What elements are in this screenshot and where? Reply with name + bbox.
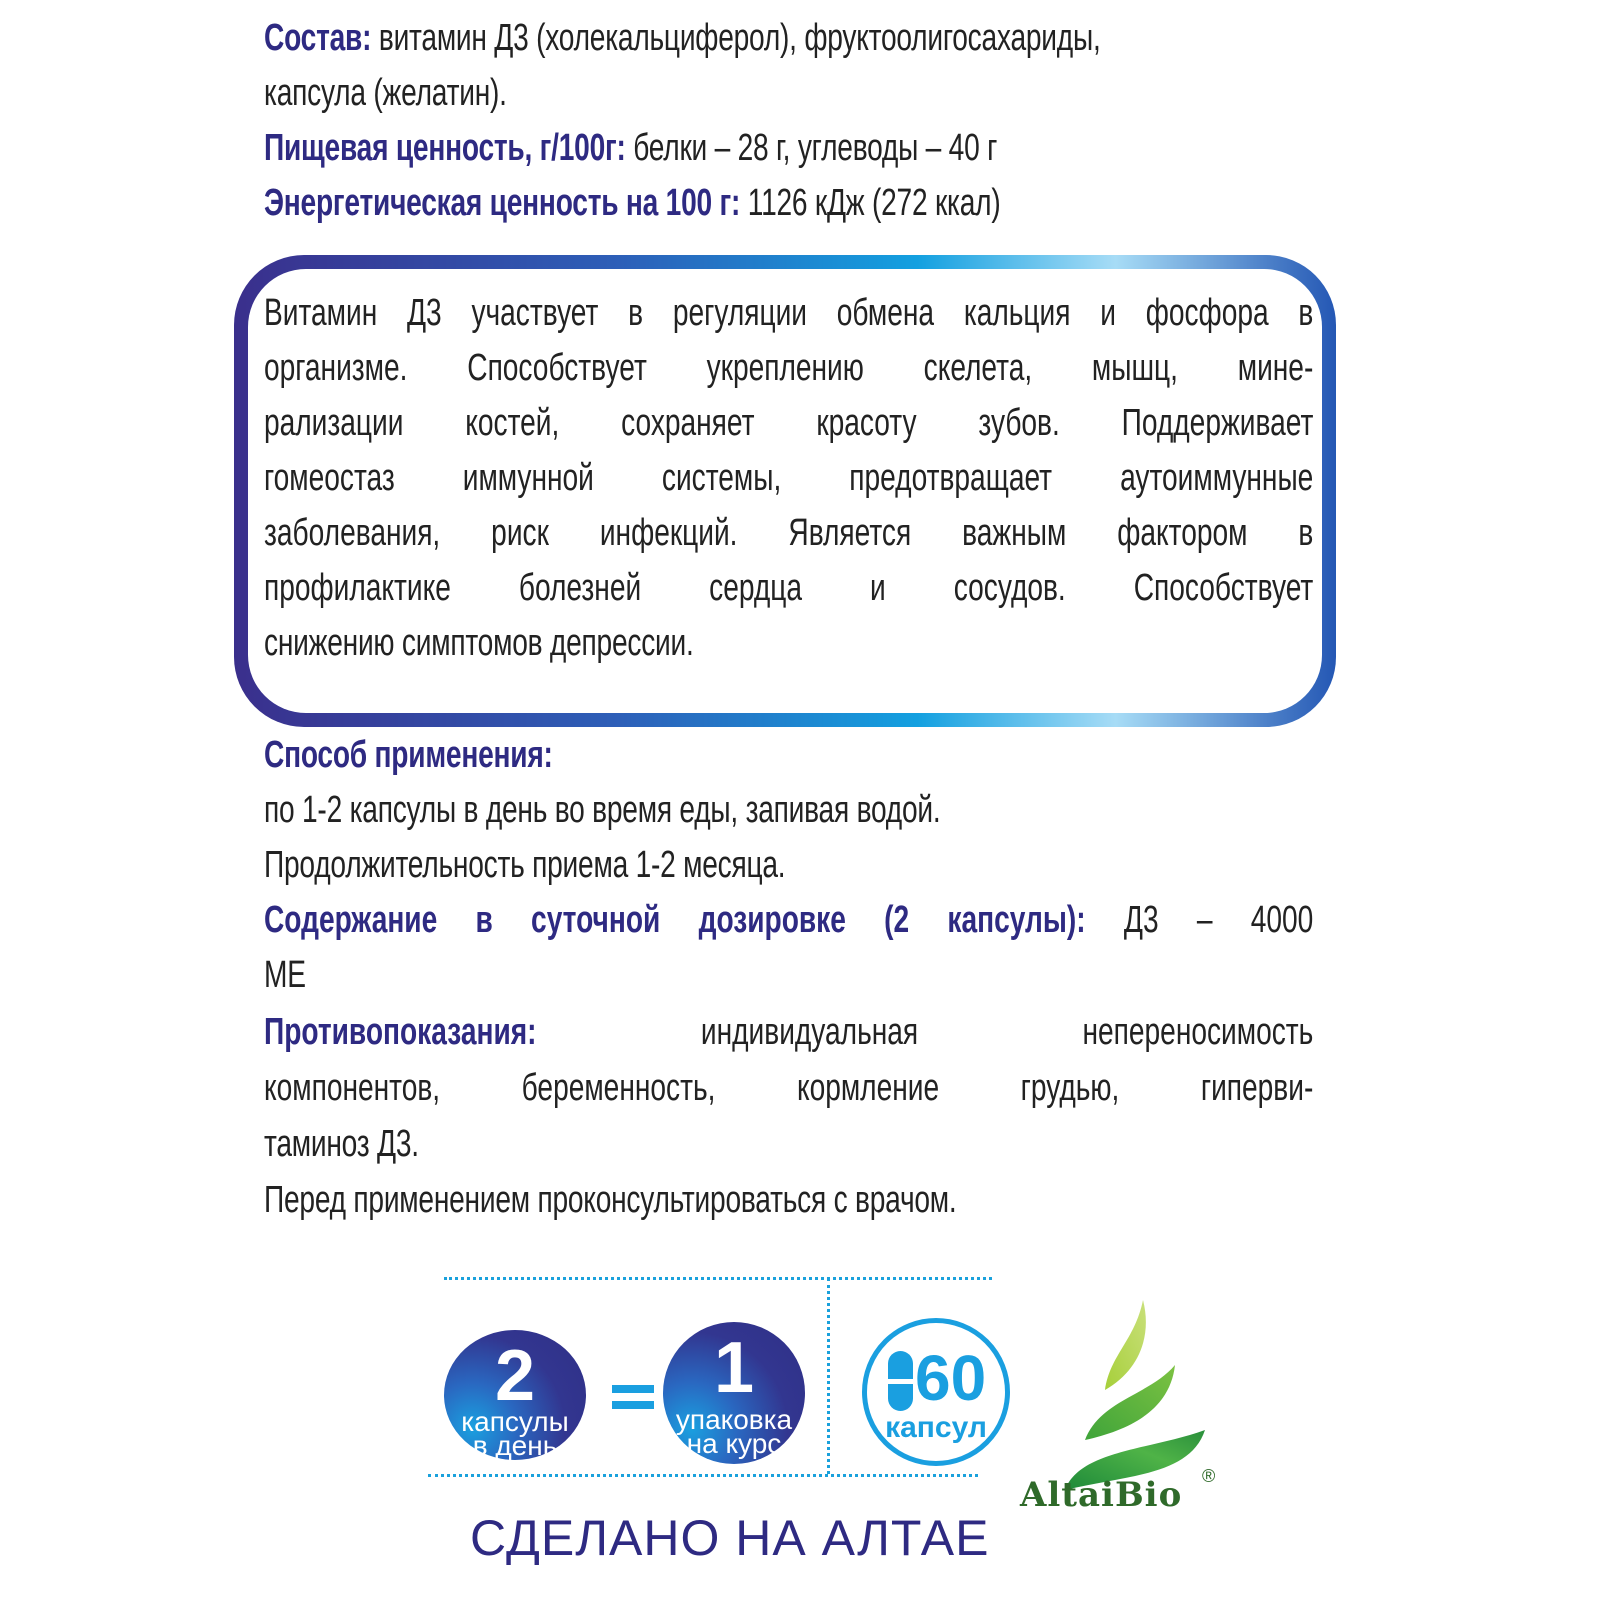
daily-content-line-2: МЕ bbox=[264, 954, 306, 996]
description-line: Витамин Д3 участвует в регуляции обмена кальция и фосфора в bbox=[264, 293, 1314, 333]
energy-label: Энергетическая ценность на 100 г: bbox=[264, 182, 741, 224]
description-line: заболевания, риск инфекций. Является важным фактором в bbox=[264, 513, 1314, 553]
course-package-label-2: на курс bbox=[686, 1428, 782, 1459]
nutrition-line bbox=[264, 128, 1041, 168]
daily-content-label: Содержание в суточной дозировке (2 капсулы): bbox=[264, 900, 1086, 940]
nutrition-label: Пищевая ценность, г/100г: bbox=[264, 127, 626, 169]
composition-text: витамин Д3 (холекальциферол), фруктоолигосахариды, bbox=[371, 17, 1101, 59]
contraindications-text: индивидуальная непереносимость bbox=[536, 1012, 1314, 1052]
composition-line-1 bbox=[264, 17, 1101, 59]
description-text bbox=[264, 293, 1313, 608]
course-package-badge bbox=[663, 1322, 805, 1464]
capsule-count-number: 60 bbox=[915, 1342, 987, 1414]
capsule-count-label: капсул bbox=[885, 1411, 987, 1444]
dotted-divider-top bbox=[444, 1277, 992, 1280]
altaibio-leaf-logo-icon bbox=[1040, 1300, 1220, 1500]
daily-capsules-badge bbox=[444, 1330, 586, 1460]
description-line: организме. Способствует укреплению скелета, мышц, мине- bbox=[264, 348, 1314, 388]
contraindications-block bbox=[264, 1012, 1313, 1108]
course-package-label-1: упаковка bbox=[675, 1404, 793, 1435]
registered-mark: ® bbox=[1202, 1466, 1216, 1486]
dotted-divider-vertical bbox=[827, 1278, 830, 1474]
capsule-icon bbox=[888, 1351, 913, 1411]
daily-capsules-number: 2 bbox=[494, 1336, 536, 1416]
consult-doctor-line: Перед применением проконсультироваться с врачом. bbox=[264, 1179, 957, 1221]
description-line: рализации костей, сохраняет красоту зубов. Поддерживает bbox=[264, 403, 1314, 443]
description-line: гомеостаз иммунной системы, предотвращает аутоиммунные bbox=[264, 458, 1314, 498]
contraindications-row-2: компонентов, беременность, кормление грудью, гиперви- bbox=[264, 1068, 1314, 1108]
energy-text: 1126 кДж (272 ккал) bbox=[740, 182, 1001, 224]
nutrition-text: белки – 28 г, углеводы – 40 г bbox=[625, 127, 998, 169]
equals-icon bbox=[612, 1385, 654, 1409]
composition-label: Состав: bbox=[264, 17, 372, 59]
made-in-altai-text: СДЕЛАНО НА АЛТАЕ bbox=[470, 1510, 990, 1566]
composition-line-2: капсула (желатин). bbox=[264, 72, 507, 114]
course-package-number: 1 bbox=[713, 1328, 755, 1408]
dotted-divider-bottom bbox=[428, 1474, 978, 1477]
usage-line-1: по 1-2 капсулы в день во время еды, запивая водой. bbox=[264, 789, 941, 831]
daily-content-text: Д3 – 4000 bbox=[1085, 900, 1314, 940]
energy-line bbox=[264, 183, 1041, 223]
daily-capsules-label-1: капсулы bbox=[461, 1406, 569, 1437]
usage-line-2: Продолжительность приема 1-2 месяца. bbox=[264, 844, 786, 886]
altaibio-brand-text: AltaiBio bbox=[1020, 1475, 1183, 1515]
daily-capsules-label-2: в день bbox=[472, 1430, 558, 1461]
capsule-count-badge bbox=[862, 1318, 1010, 1466]
usage-label: Способ применения: bbox=[264, 734, 553, 776]
daily-content-row bbox=[264, 900, 1313, 940]
description-line: профилактике болезней сердца и сосудов. Способствует bbox=[264, 568, 1314, 608]
contraindications-label: Противопоказания: bbox=[264, 1012, 537, 1052]
contraindications-line-3: таминоз Д3. bbox=[264, 1123, 419, 1165]
daily-content-line bbox=[264, 900, 1313, 940]
description-line-last: снижению симптомов депрессии. bbox=[264, 622, 694, 664]
contraindications-row-1 bbox=[264, 1012, 1313, 1052]
